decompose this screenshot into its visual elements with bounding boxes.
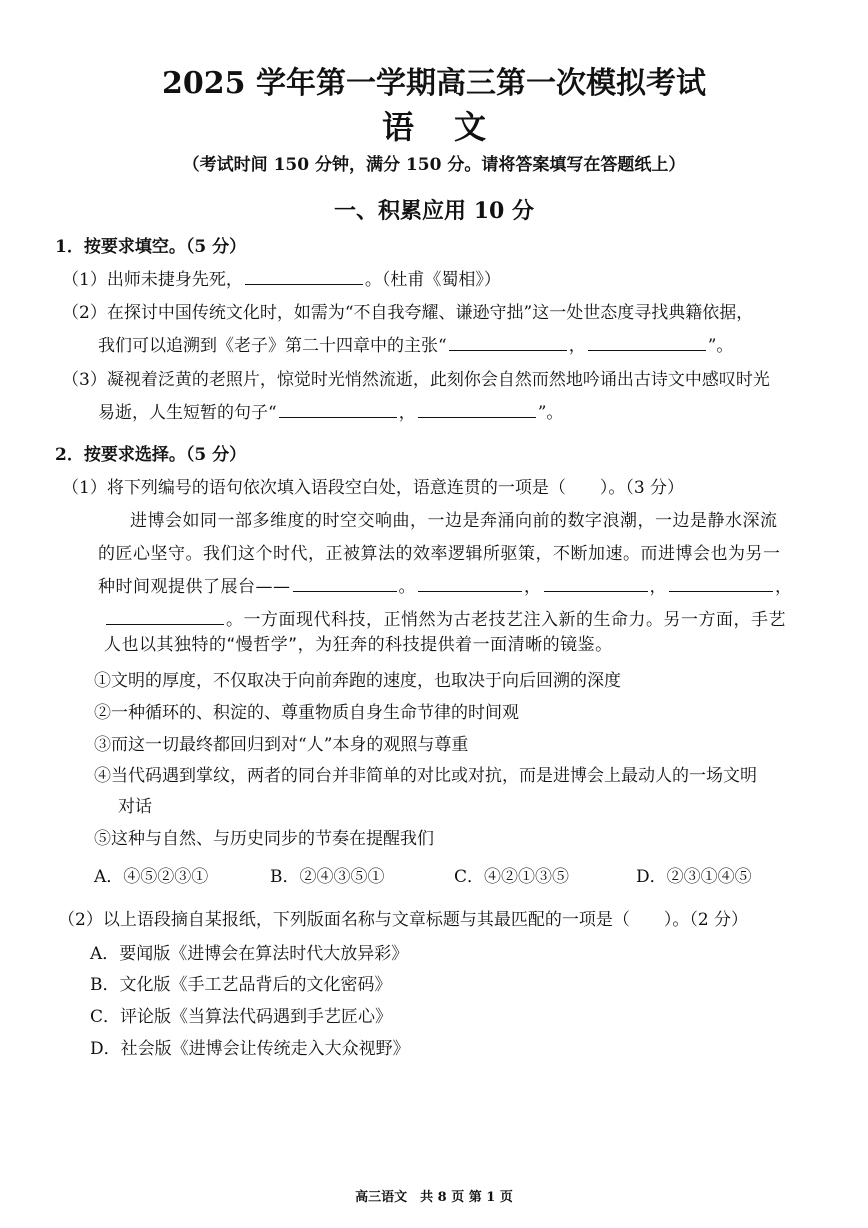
passage-line-3-text-a: 种时间观提供了展台—— [98,577,291,597]
option-d[interactable]: D．②③①④⑤ [636,867,752,887]
q1-item-3-line-1: （3）凝视着泛黄的老照片，惊觉时光悄然流逝，此刻你会自然而然地吟诵出古诗文中感叹时光 [62,370,770,390]
q1-item-2-line-1: （2）在探讨中国传统文化时，如需为“不自我夸耀、谦逊守拙”这一处世态度寻找典籍依据， [62,303,754,323]
question-1-stem: 1．按要求填空。（5 分） [55,237,247,257]
passage-line-1: 进博会如同一部多维度的时空交响曲，一边是奔涌向前的数字浪潮，一边是静水深流 [130,511,778,531]
section-heading: 一、积累应用 10 分 [334,198,534,224]
q1-item-2-line-2 [98,331,733,356]
q2-sub-2-stem: （2）以上语段摘自某报纸，下列版面名称与文章标题与其最匹配的一项是（ ）。（2 分） [58,910,749,930]
passage-blank[interactable] [293,590,397,592]
answer-blank[interactable] [418,416,536,418]
sentence-4: ④当代码遇到掌纹，两者的同台并非简单的对比或对抗，而是进博会上最动人的一场文明 [94,766,757,786]
exam-note: （考试时间 150 分钟，满分 150 分。请将答案填写在答题纸上） [182,155,686,175]
q2-sub-1-stem: （1）将下列编号的语句依次填入语段空白处，语意连贯的一项是（ ）。（3 分） [62,478,685,498]
q1-item-3-line-2 [98,398,563,423]
passage-blank[interactable] [544,590,648,592]
q1-item-1-text-a: （1）出师未捷身先死， [62,270,243,290]
passage-line-4-text: 。一方面现代科技，正悄然为古老技艺注入新的生命力。另一方面，手艺 [226,610,786,630]
q1-item-1 [62,265,501,290]
passage-line-3-text-c: ， [524,577,542,597]
q1-item-2-text-c: ”。 [707,336,734,356]
passage-line-3-text-d: ， [649,577,667,597]
q1-item-1-text-b: 。（杜甫《蜀相》） [364,270,501,290]
sentence-5: ⑤这种与自然、与历史同步的节奏在提醒我们 [94,829,434,849]
passage-line-3-text-e: ， [775,577,793,597]
passage-line-2: 的匠心坚守。我们这个时代，正被算法的效率逻辑所驱策，不断加速。而进博会也为另一 [98,544,781,564]
answer-blank[interactable] [245,283,363,285]
q1-item-2-text-a: 我们可以追溯到《老子》第二十四章中的主张“ [98,336,447,356]
q1-item-3-text-b: ， [398,403,416,423]
question-2-stem: 2．按要求选择。（5 分） [55,445,247,465]
exam-title: 2025 学年第一学期高三第一次模拟考试 [162,66,706,101]
q1-item-2-text-b: ， [568,336,586,356]
answer-blank[interactable] [279,416,397,418]
answer-blank[interactable] [588,349,706,351]
sentence-1: ①文明的厚度，不仅取决于向前奔跑的速度，也取决于向后回溯的深度 [94,671,621,691]
option-2-a[interactable]: A．要闻版《进博会在算法时代大放异彩》 [90,944,409,964]
option-c[interactable]: C．④②①③⑤ [454,867,570,887]
page-footer: 高三语文 共 8 页 第 1 页 [355,1190,513,1205]
sentence-4-continued: 对话 [118,797,152,817]
answer-blank[interactable] [449,349,567,351]
option-2-d[interactable]: D．社会版《进博会让传统走入大众视野》 [90,1039,410,1059]
option-2-c[interactable]: C．评论版《当算法代码遇到手艺匠心》 [90,1007,393,1027]
q1-item-3-text-c: ”。 [537,403,564,423]
sentence-2: ②一种循环的、积淀的、尊重物质自身生命节律的时间观 [94,703,519,723]
option-a[interactable]: A．④⑤②③① [94,867,209,887]
q1-item-3-text-a: 易逝，人生短暂的句子“ [98,403,277,423]
passage-line-3 [98,572,793,597]
subject-title: 语文 [381,108,526,146]
option-2-b[interactable]: B．文化版《手工艺品背后的文化密码》 [90,975,392,995]
passage-line-3-text-b: 。 [398,577,416,597]
option-b[interactable]: B．②④③⑤① [270,867,385,887]
sentence-3: ③而这一切最终都回归到对“人”本身的观照与尊重 [94,735,469,755]
passage-blank[interactable] [418,590,522,592]
passage-line-5: 人也以其独特的“慢哲学”，为狂奔的科技提供着一面清晰的镜鉴。 [104,635,613,655]
passage-blank[interactable] [106,623,224,625]
passage-line-4 [104,605,786,630]
passage-blank[interactable] [669,590,773,592]
